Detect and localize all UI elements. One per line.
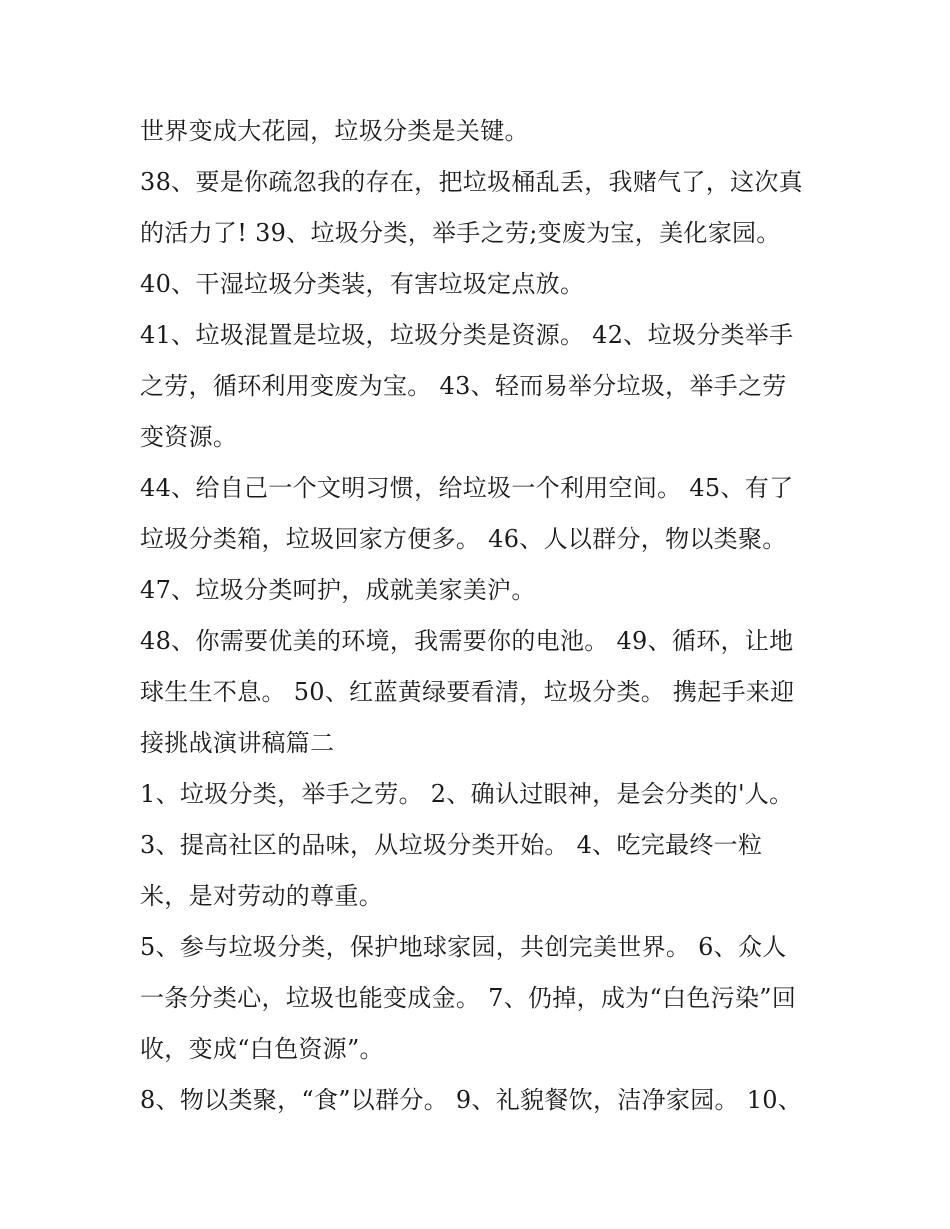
text-line: 米，是对劳动的尊重。: [140, 882, 383, 910]
text-line: 垃圾分类箱，垃圾回家方便多。 46、人以群分，物以类聚。: [140, 525, 787, 553]
text-line: 8、物以类聚，“食”以群分。 9、礼貌餐饮，洁净家园。 10、: [140, 1086, 803, 1114]
text-line: 世界变成大花园，垃圾分类是关键。: [140, 117, 529, 145]
text-line: 41、垃圾混置是垃圾，垃圾分类是资源。 42、垃圾分类举手: [140, 321, 794, 349]
text-line: 3、提高社区的品味，从垃圾分类开始。 4、吃完最终一粒: [140, 831, 763, 859]
text-line: 40、干湿垃圾分类装，有害垃圾定点放。: [140, 270, 585, 298]
text-line: 47、垃圾分类呵护，成就美家美沪。: [140, 576, 536, 604]
text-line: 38、要是你疏忽我的存在，把垃圾桶乱丢，我赌气了，这次真: [140, 168, 803, 196]
document-body: [140, 106, 820, 1126]
text-line: 的活力了! 39、垃圾分类，举手之劳;变废为宝，美化家园。: [140, 219, 781, 247]
text-line: 5、参与垃圾分类，保护地球家园，共创完美世界。 6、众人: [140, 933, 787, 961]
section-heading-line: 接挑战演讲稿篇二: [140, 729, 335, 757]
text-line: 一条分类心，垃圾也能变成金。 7、仍掉，成为“白色污染”回: [140, 984, 797, 1012]
text-line: 球生生不息。 50、红蓝黄绿要看清，垃圾分类。 携起手来迎: [140, 678, 795, 706]
text-line: 变资源。: [140, 423, 238, 451]
text-line: 之劳，循环利用变废为宝。 43、轻而易举分垃圾，举手之劳: [140, 372, 787, 400]
text-line: 1、垃圾分类，举手之劳。 2、确认过眼神，是会分类的'人。: [140, 780, 794, 808]
text-line: 48、你需要优美的环境，我需要你的电池。 49、循环，让地: [140, 627, 794, 655]
text-line: 收，变成“白色资源”。: [140, 1035, 384, 1063]
text-line: 44、给自己一个文明习惯，给垃圾一个利用空间。 45、有了: [140, 474, 794, 502]
